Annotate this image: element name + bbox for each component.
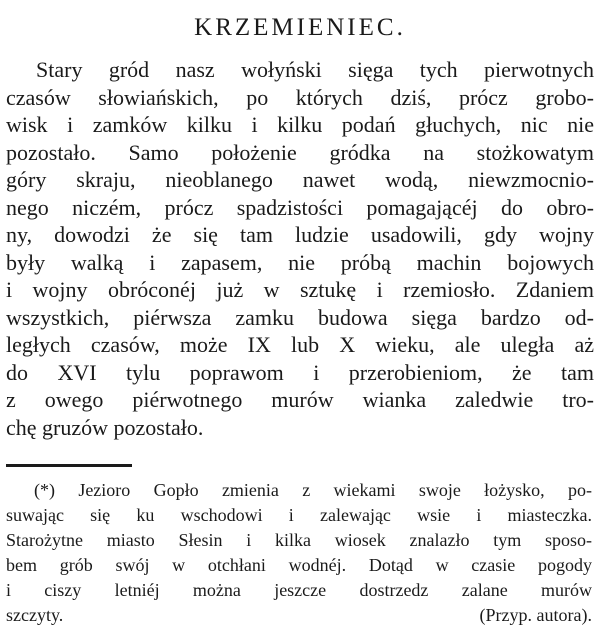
paragraph-line: wszystkich, piérwsza zamku budowa sięga bardzo od- bbox=[6, 304, 594, 330]
paragraph-line: góry skraju, nieoblanego nawet wodą, niewzmocnio- bbox=[6, 167, 594, 192]
page-title: KRZEMIENIEC. bbox=[194, 14, 406, 41]
footnote-line: szczyty. bbox=[6, 605, 64, 625]
footnote-attribution: (Przyp. autora). bbox=[479, 605, 592, 625]
paragraph-line: Stary gród nasz wołyński sięga tych pierwotnych bbox=[36, 57, 594, 82]
paragraph-line: i wojny obróconéj już w sztukę i rzemiosło. Zdaniem bbox=[6, 277, 594, 302]
footnote-line: bem grób swój w otchłani wodnéj. Dotąd w czasie pogody bbox=[6, 555, 592, 575]
footnote-line: Starożytne miasto Słesin i kilka wiosek znalazło tym sposo- bbox=[6, 530, 592, 550]
footnote-line: suwając się ku wschodowi i zalewając wsie i miasteczka. bbox=[6, 505, 592, 525]
footnote-line: i ciszy letniéj można jeszcze dostrzedz zalane murów bbox=[6, 580, 592, 600]
footnote-divider bbox=[6, 464, 132, 467]
paragraph-line: do XVI tylu poprawom i przerobieniom, że tam bbox=[6, 359, 594, 385]
paragraph-line: chę gruzów pozostało. bbox=[6, 414, 204, 440]
paragraph-line: wisk i zamków kilku i kilku podań głuchych, nic nie bbox=[6, 112, 594, 137]
paragraph-line: pozostało. Samo położenie gródka na stożkowatym bbox=[6, 139, 594, 165]
main-paragraph bbox=[6, 56, 594, 441]
paragraph-line: były walką i zapasem, nie próbą machin bojowych bbox=[6, 249, 594, 275]
paragraph-line: ległych czasów, może IX lub X wieku, ale uległa aż bbox=[6, 332, 594, 357]
paragraph-line: z owego piérwotnego murów wianka zaledwie tro- bbox=[6, 387, 594, 412]
footnote-last-line bbox=[6, 603, 592, 628]
paragraph-line: nego niczém, prócz spadzistości pomagającéj do obro- bbox=[6, 194, 594, 220]
paragraph-line: ny, dowodzi że się tam ludzie usadowili, gdy wojny bbox=[6, 222, 594, 247]
paragraph-line: czasów słowiańskich, po których dziś, prócz grobo- bbox=[6, 84, 594, 110]
footnote bbox=[6, 478, 592, 628]
footnote-line: (*) Jezioro Gopło zmienia z wiekami swoje łożysko, po- bbox=[34, 480, 592, 500]
